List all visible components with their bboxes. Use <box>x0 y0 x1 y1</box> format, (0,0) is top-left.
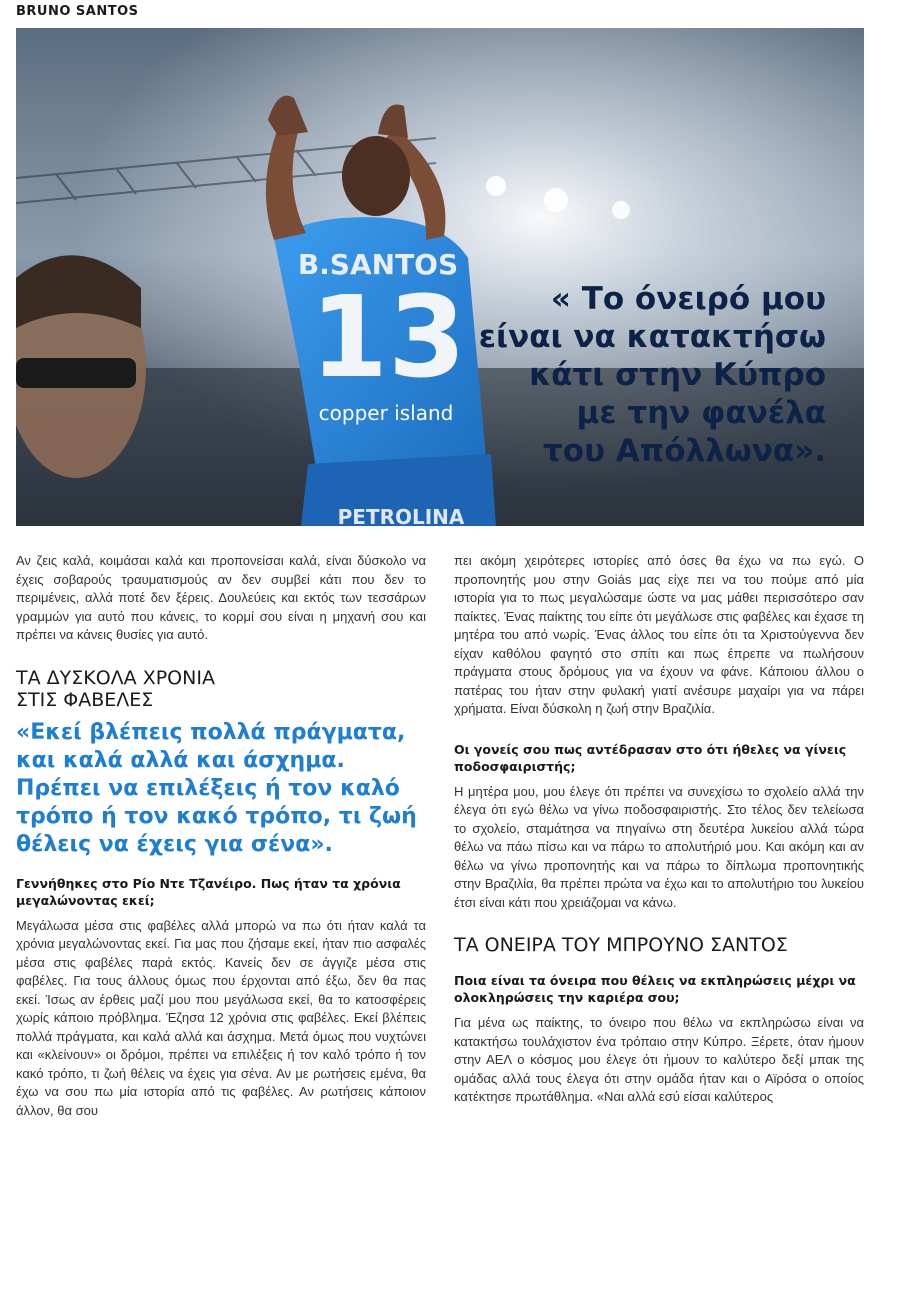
hero-quote-line: με την φανέλα <box>576 395 826 431</box>
shorts-sponsor: PETROLINA <box>337 505 465 526</box>
continuation-paragraph: πει ακόμη χειρότερες ιστορίες από όσες θα έχω να πω εγώ. Ο προπονητής μου στην Goiás μας είχε πει να του πούμε από μία ιστορία για το πως μεγαλώσαμε ώστε να μας μάθει περισσότερο σαν παίκτες. Ένας παίκτης του είπε ότι μεγάλωσε στις φαβέλες και έχασε τη μητέρα του από νωρίς. Ένας άλλος του είπε ότι τα Χριστούγεννα δεν είχαν καθόλου φαγητό στο σπίτι και πως έπρεπε να πωλήσουν πράγματα στους δρόμους για να έχουν να φάνε. Κάποιου άλλου ο πατέρας του ήταν στην φυλακή γιατί ανέσυρε μαχαίρι για να πάρει χρήματα. Είναι δύσκολη η ζωή στην Βραζιλία. <box>454 553 864 716</box>
right-column <box>454 552 864 1107</box>
question-parents: Οι γονείς σου πως αντέδρασαν στο ότι ήθελες να γίνεις ποδοσφαιριστής; <box>454 741 847 774</box>
section-heading-dreams: ΤΑ ΟΝΕΙΡΑ ΤΟΥ ΜΠΡΟΥΝΟ ΣΑΝΤΟΣ <box>454 934 788 956</box>
answer-parents: Η μητέρα μου, μου έλεγε ότι πρέπει να συνεχίσω το σχολείο αλλά την έλεγα ότι εγώ θέλω να γίνω ποδοσφαιριστής. Στο τέλος δεν τελείωσα το σχολείο, σταμάτησα να πηγαίνω στη δευτέρα λυκείου αλλά τώρα θέλω να πάω πίσω και να πάρω το απολυτήριό μου. Και ακόμη και αν θέλω να γίνω προπονητής και να πάρω το δίπλωμα προπονητικής στην Βραζιλία, θα πρέπει πρώτα να έχω και το απολυτήριο του λυκείου έτσι είναι κάτι που χρειάζομαι να κάνω. <box>454 783 864 910</box>
section-heading-favelas: ΤΑ ΔΥΣΚΟΛΑ ΧΡΟΝΙΑ ΣΤΙΣ ΦΑΒΕΛΕΣ <box>16 666 215 711</box>
intro-paragraph: Αν ζεις καλά, κοιμάσαι καλά και προπονείσαι καλά, είναι δύσκολο να έχεις σοβαρούς τραυματισμούς αν δεν συμβεί κάτι που δεν το περιμένεις, αλλά ποτέ δεν ξέρεις. Δουλεύεις και εκτός των τεσσάρων γραμμών για αυτό που κάνεις, το κορμί σου είναι η μηχανή σου και πρέπει να κάνεις θυσίες για αυτό. <box>16 553 426 642</box>
hero-quote-line: του Απόλλωνα». <box>542 433 826 469</box>
hero-quote-line: είναι να κατακτήσω <box>478 319 826 355</box>
hero-quote-line: « Το όνειρό μου <box>550 281 826 317</box>
question-dreams: Ποια είναι τα όνειρα που θέλεις να εκπληρώσεις μέχρι να ολοκληρώσεις την καριέρα σου; <box>454 973 856 1005</box>
pull-quote: «Εκεί βλέπεις πολλά πράγματα, και καλά αλλά και άσχημα. Πρέπει να επιλέξεις ή τον καλό τρόπο ή τον κακό τρόπο, τι ζωή θέλεις να έχεις για σένα». <box>16 719 417 857</box>
question-rio: Γεννήθηκες στο Ρίο Ντε Τζανέιρο. Πως ήταν τα χρόνια μεγαλώνοντας εκεί; <box>16 875 401 908</box>
hero-quote-line: κάτι στην Κύπρο <box>529 357 826 393</box>
sponsor-logo: copper island <box>318 401 454 425</box>
answer-dreams: Για μένα ως παίκτης, το όνειρο που θέλω να εκπληρώσω είναι να κατακτήσω τουλάχιστον ένα τρόπαιο στην Κύπρο. Ξέρετε, όταν ήμουν στην ΑΕΛ ο κόσμος μου έλεγε ότι ήμουν το καλύτερο δεξί μπακ της ομάδας αλλά τους έλεγα ότι στην ομάδα ήταν και ο Αϊρόσα ο οποίος κατέκτησε πρωτάθλημα. «Ναι αλλά εσύ είσαι καλύτερος <box>454 1015 864 1104</box>
hero-photo <box>16 28 864 526</box>
jersey-name: B.SANTOS <box>297 248 459 281</box>
jersey-number: 13 <box>310 273 466 403</box>
hero-quote <box>406 280 826 470</box>
answer-rio: Μεγάλωσα μέσα στις φαβέλες αλλά μπορώ να πω ότι ήταν καλά τα χρόνια μεγαλώνοντας εκεί. Για μας που ζήσαμε εκεί, ήταν πιο ασφαλές μέσα στις φαβέλες παρά εκτός. Κανείς δεν σε άγγιζε μέσα στις φαβέλες. Για τους άλλους όμως που έρχονται από έξω, δεν θα πας εκεί. Ίσως αν έρθεις μαζί μου που μεγάλωσα εκεί, θα το κατοσφέρεις χωρίς κάποιο πρόβλημα. Έζησα 12 χρόνια στις φαβέλες. Εκεί βλέπεις πολλά πράγματα, και καλά αλλά και άσχημα. Μετά όμως που νυχτώνει και «κλείνουν» οι δρόμοι, πρέπει να επιλέξεις ή τον καλό τρόπο ή τον κακό τρόπο, τι ζωή θέλεις να έχεις για σένα. Αν με ρωτήσεις εμένα, θα έχω να σου πω μία ιστορία από τις φαβέλες. Αν ρωτήσεις κάποιον άλλον, θα σου <box>16 917 426 1118</box>
left-column <box>16 552 426 1120</box>
kicker-label: BRUNO SANTOS <box>16 4 139 19</box>
